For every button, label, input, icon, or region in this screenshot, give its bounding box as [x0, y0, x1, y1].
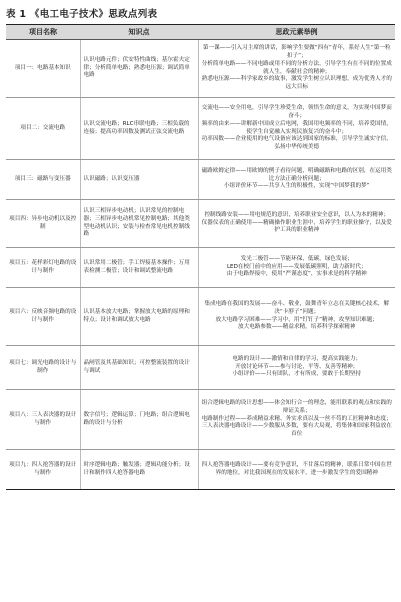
ideology-item: 控制线路安装——用电规范的意识，培养职业安全意识，以人为本的精神； — [204, 211, 390, 218]
table-title: 表 1 《电工电子技术》思政点列表 — [6, 9, 158, 20]
ideology-item: 由于电路焊接中，使用“严谨态度”，实事求是的科学精神 — [226, 271, 367, 278]
project-name-cell: 项目九：四人抢答器的设计与制作 — [6, 450, 80, 490]
knowledge-cell: 数字信号；逻辑运算；门电路；组合逻辑电路的设计与分析 — [80, 390, 198, 450]
table-row — [6, 346, 395, 390]
knowledge-cell: 认识交流电路；RLC串联电路；三相负载的连接；提高功率因数及测试正弦交流电路 — [80, 98, 198, 160]
ideology-cell — [198, 98, 395, 160]
header-row — [6, 25, 395, 40]
ideology-item: 仪器仪表的正确使用——精确操作职业生涯中，培养学生的职业操守，以及爱护工具的职业精神 — [201, 219, 392, 234]
ideology-item: 电路的设计——激情和自律的学习，提高实践能力； — [232, 355, 362, 362]
project-name-cell: 项目五：花样彩灯电路的设计与制作 — [6, 248, 80, 288]
table-row — [6, 288, 395, 346]
knowledge-cell: 认识三相异步电动机；认识常见的控制电器；三相异步电动机常见控制电路；其他类型电动机认识；安装与检查常见电机控制线路 — [80, 200, 198, 248]
ideology-item: 开放讨论环节——参与讨论，平等、友善等精神； — [235, 363, 359, 370]
header-project: 项目名称 — [6, 25, 80, 40]
ideology-item: 放大电路参数——精益求精，培养科学探索精神 — [238, 324, 356, 331]
ideology-cell — [198, 248, 395, 288]
project-name-cell: 项目七：调光电路的设计与制作 — [6, 346, 80, 390]
header-ideology: 思政元素举例 — [198, 25, 395, 40]
ideology-cell — [198, 390, 395, 450]
table-row — [6, 40, 395, 98]
ideology-item: 功率因数——企业使用的电气设备应该达到国家的标准，引导学生诚实守信，弘扬中华传统美德 — [201, 136, 392, 150]
ideology-item: 四人抢答器电路设计——要有竞争意识，不甘落后的精神，联系日常中国在世界的地位，对比我国现在的发展水平，进一步激发学生的爱国精神 — [201, 461, 392, 476]
ideology-item: 集成电路在我国的发展——奋斗、敬业，鼓舞青年立志在关键核心技术，解决“卡脖子”问题； — [204, 301, 390, 315]
ideology-item: 磁路欧姆定律——用欧姆的例子看待问题，明确磁路和电路的区别，在运用类比方法正确分析问题； — [201, 167, 392, 182]
ideology-item: 小组评价环节——共享人生的积极性，实现“中国梦我的梦” — [223, 183, 370, 190]
project-name-cell: 项目八：三人表决器的设计与制作 — [6, 390, 80, 450]
ideology-table — [6, 24, 395, 490]
table-row — [6, 98, 395, 160]
ideology-item: 频率的由来——讲解新中国成立后电网，我国用电频率的不同，培养爱国情，使学生自觉融入实现民族复兴的奋斗中； — [201, 120, 392, 135]
table-body — [6, 40, 395, 490]
ideology-item: 三人表决器电路设计——少数服从多数，要有大局观，将集体和国家利益放在首位 — [201, 423, 392, 438]
knowledge-cell: 认识电路元件；伏安特性曲线；基尔霍夫定律；分析简单电路；熟悉电压源；调试简单电路 — [80, 40, 198, 98]
ideology-item: 熟悉电压源——科学家故乡的故事，激发学生树立认识理想，成为优秀人才的远大目标 — [201, 76, 392, 90]
ideology-cell — [198, 40, 395, 98]
table-row — [6, 248, 395, 288]
ideology-item: 第一课——引入习主席的讲话，影响学生要做“四有”青年，系好人生“第一粒扣子”； — [202, 45, 391, 60]
project-name-cell: 项目一：电路基本知识 — [6, 40, 80, 98]
ideology-cell — [198, 288, 395, 346]
header-knowledge: 知识点 — [80, 25, 198, 40]
table-row — [6, 450, 395, 490]
ideology-cell — [198, 450, 395, 490]
knowledge-cell: 认识基本放大电路；掌握放大电路的原理和特点；设计和调试放大电路 — [80, 288, 198, 346]
ideology-cell — [198, 200, 395, 248]
table-row — [6, 160, 395, 200]
ideology-item: 电路制作过程——养成精益求精、务实求真以及一丝不苟的工匠精神和态度； — [201, 415, 392, 422]
ideology-item: 小组评价——只有团队，才有所成，要敢于长期坚持 — [232, 371, 362, 378]
project-name-cell: 项目六：反映音频电路的设计与制作 — [6, 288, 80, 346]
table-row — [6, 390, 395, 450]
ideology-item: 交流电——安全用电，引导学生珍爱生命，领悟生命的意义，为实现中国梦而奋斗； — [201, 105, 392, 120]
ideology-item: 放大电路学习困难——学习中，用“钉钉子”精神，攻坚知识难题； — [215, 316, 378, 323]
knowledge-cell: 认识常用二极管；手工焊接基本操作；万用表检测二极管；设计和调试整流电路 — [80, 248, 198, 288]
ideology-cell — [198, 160, 395, 200]
ideology-item: 组合逻辑电路的设计思想——体会知行合一的理念，能用联系的观点和实践的辩证关系； — [201, 400, 392, 414]
knowledge-cell: 晶闸管及其基础知识；可控整流装置的设计与调试 — [80, 346, 198, 390]
knowledge-cell: 时序逻辑电路；触发器；逻辑功能分析；设计和制作四人抢答器电路 — [80, 450, 198, 490]
project-name-cell: 项目四：异步电动机以及控制 — [6, 200, 80, 248]
ideology-item: LED在校门前中的应用——发展低碳照明，助力新时代； — [226, 263, 367, 270]
ideology-cell — [198, 346, 395, 390]
project-name-cell: 项目三：磁路与变压器 — [6, 160, 80, 200]
knowledge-cell: 认识磁路；认识变压器 — [80, 160, 198, 200]
ideology-item: 发光二极管——节能环保，低碳，绿色发展； — [240, 255, 353, 262]
table-row — [6, 200, 395, 248]
ideology-item: 分析简单电路——不同电路或用不同的分析方法，引导学生有在不同的位置成就人生，奉献社会的精神； — [201, 60, 392, 75]
project-name-cell: 项目二：交流电路 — [6, 98, 80, 160]
